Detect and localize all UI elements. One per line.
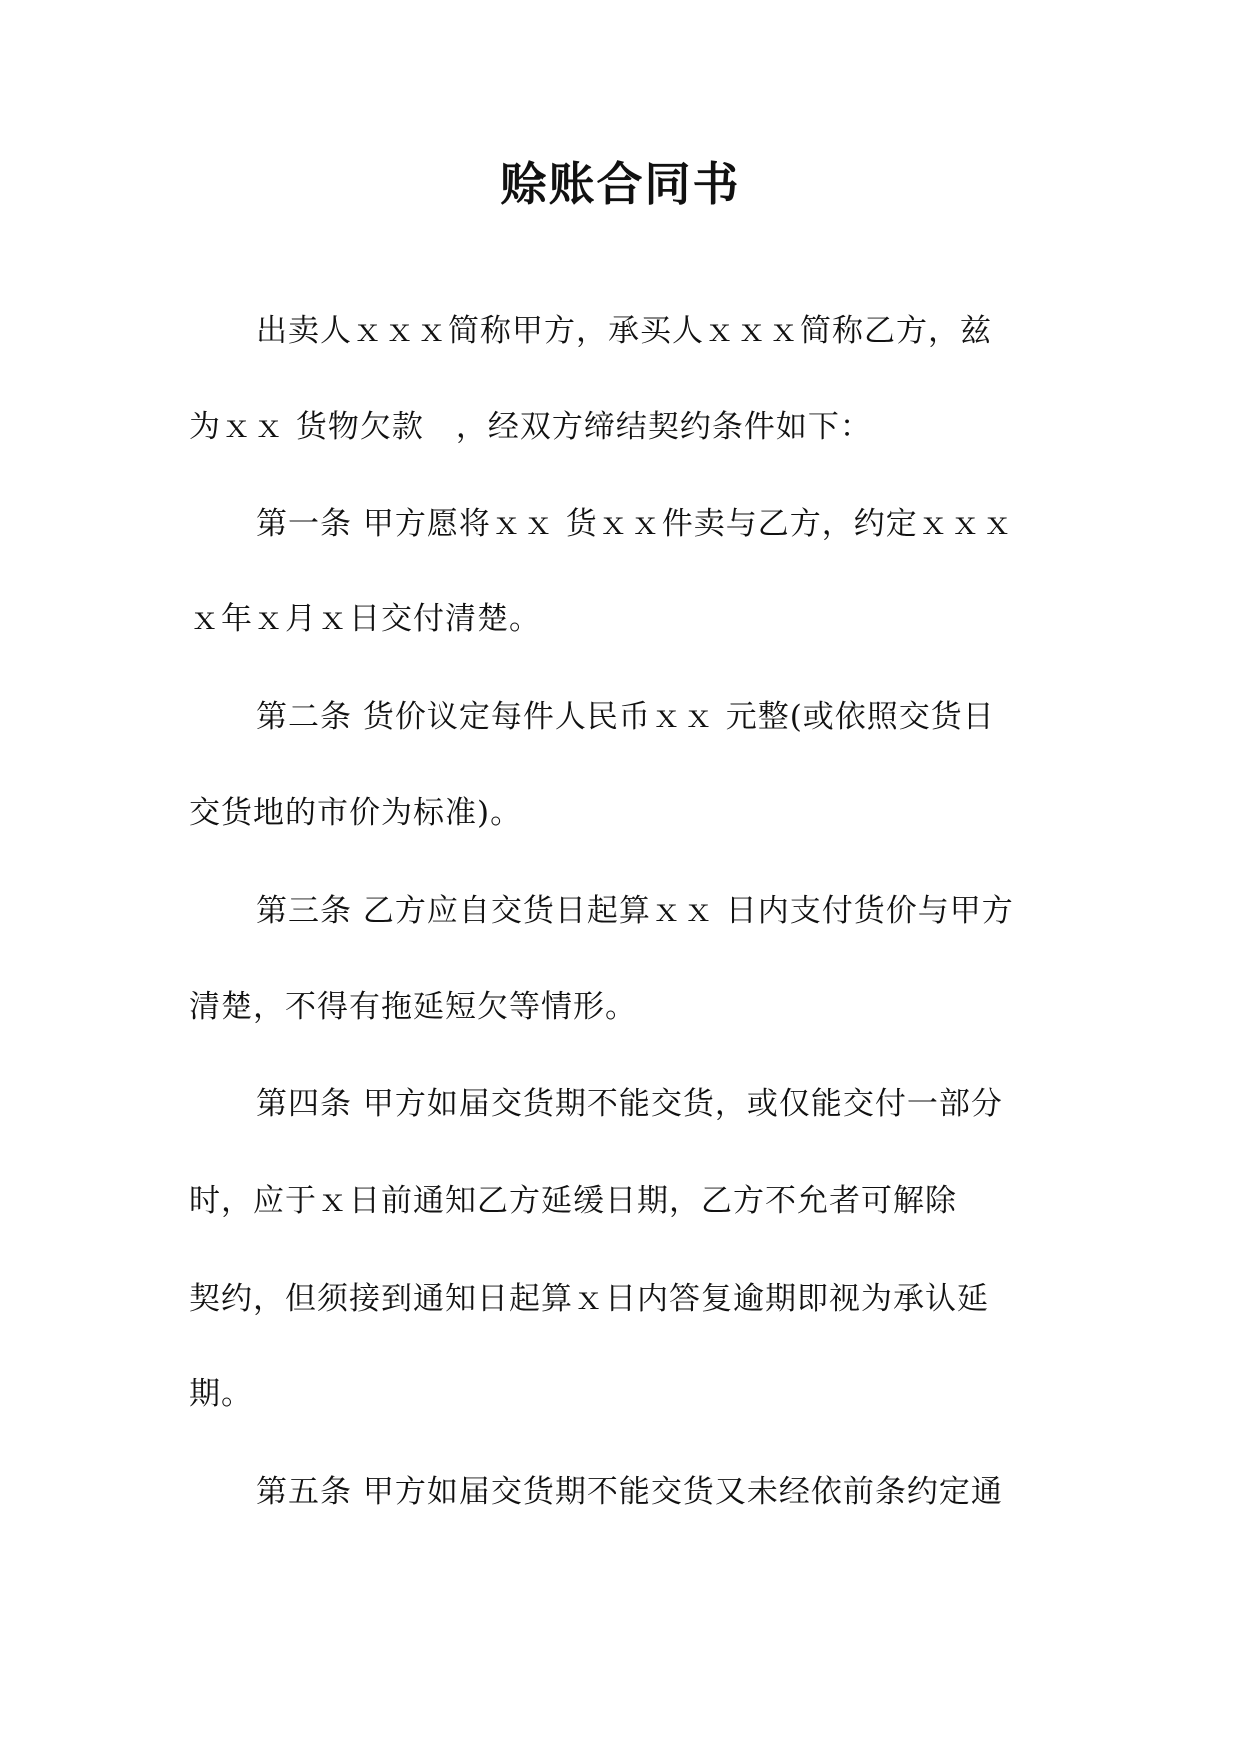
body-line: 交货地的市价为标准)。	[189, 795, 523, 831]
body-line: 第三条 乙方应自交货日起算ｘｘ 日内支付货价与甲方	[256, 893, 1014, 929]
body-line: 第二条 货价议定每件人民币ｘｘ 元整(或依照交货日	[256, 699, 995, 735]
body-line: 清楚，不得有拖延短欠等情形。	[189, 989, 637, 1025]
body-line: 时，应于ｘ日前通知乙方延缓日期，乙方不允者可解除	[189, 1183, 957, 1219]
body-line: 契约，但须接到通知日起算ｘ日内答复逾期即视为承认延	[189, 1281, 989, 1317]
body-line: 第一条 甲方愿将ｘｘ 货ｘｘ件卖与乙方，约定ｘｘｘ	[256, 506, 1014, 542]
body-line: 第四条 甲方如届交货期不能交货，或仅能交付一部分	[256, 1086, 1003, 1122]
body-line: 期。	[189, 1376, 253, 1412]
document-title: 赊账合同书	[500, 157, 741, 211]
body-line: 出卖人ｘｘｘ简称甲方，承买人ｘｘｘ简称乙方，兹	[256, 313, 992, 349]
body-line: 第五条 甲方如届交货期不能交货又未经依前条约定通	[256, 1474, 1003, 1510]
body-line: 为ｘｘ 货物欠款 ，经双方缔结契约条件如下：	[189, 409, 872, 445]
body-line: ｘ年ｘ月ｘ日交付清楚。	[189, 601, 541, 637]
